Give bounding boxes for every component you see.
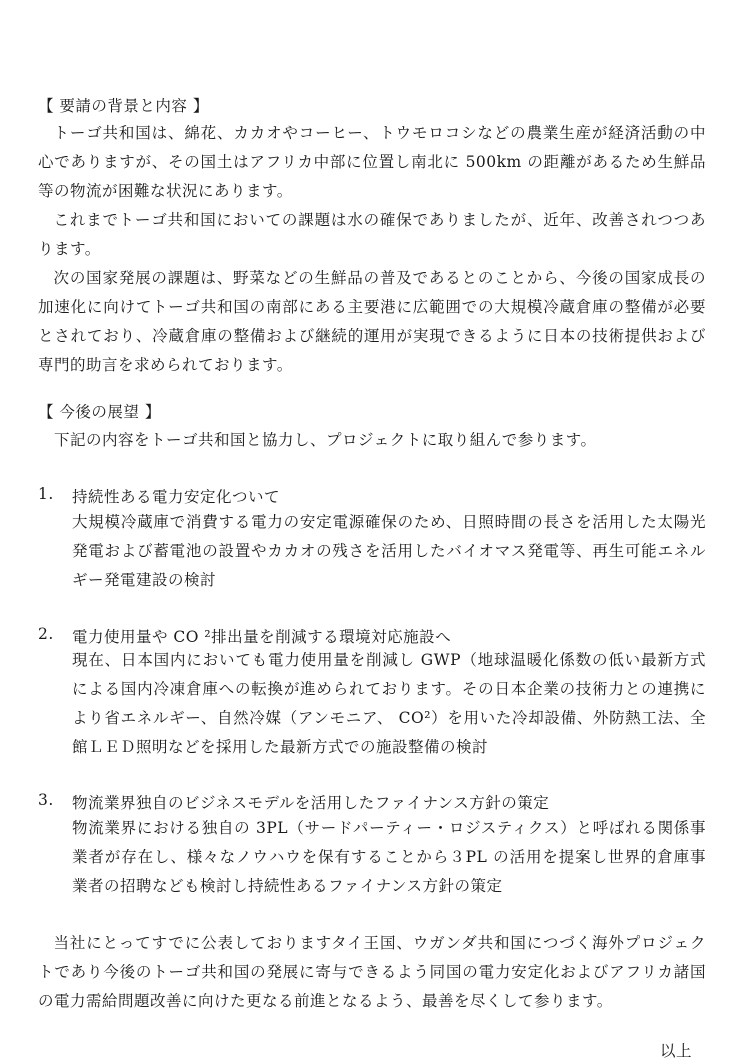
item-1-body: 大規模冷蔵庫で消費する電力の安定電源確保のため、日照時間の長さを活用した太陽光発電および蓄電池の設置やカカオの残さを活用したバイオマス発電等、再生可能エネルギー発電建設の検討 bbox=[72, 513, 706, 589]
item-3-number: 3. bbox=[38, 791, 54, 809]
closing-mark: 以上 bbox=[659, 1042, 692, 1060]
outlook-intro: 下記の内容をトーゴ共和国と協力し、プロジェクトに取り組んで参ります。 bbox=[54, 431, 597, 449]
background-paragraph-2: これまでトーゴ共和国においての課題は水の確保でありましたが、近年、改善されつつあります。 bbox=[38, 211, 706, 258]
item-1-title: 持続性ある電力安定化ついて bbox=[72, 488, 281, 506]
outlook-heading: 【 今後の展望 】 bbox=[38, 403, 161, 421]
background-heading: 【 要請の背景と内容 】 bbox=[38, 97, 209, 115]
item-2-title: 電力使用量や CO ²排出量を削減する環境対応施設へ bbox=[72, 628, 452, 646]
item-3-body: 物流業界における独自の 3PL（サードパーティー・ロジスティクス）と呼ばれる関係事業者が存在し、様々なノウハウを保有することから３PL の活用を提案し世界的倉庫事業者の招聘なども検討し持続性あるファイナンス方針の策定 bbox=[72, 819, 706, 895]
item-1-number: 1. bbox=[38, 485, 54, 503]
conclusion-paragraph: 当社にとってすでに公表しておりますタイ王国、ウガンダ共和国につづく海外プロジェクトであり今後のトーゴ共和国の発展に寄与できるよう同国の電力安定化およびアフリカ諸国の電力需給問題改善に向けた更なる前進となるよう、最善を尽くして参ります。 bbox=[38, 934, 706, 1010]
item-2-number: 2. bbox=[38, 625, 54, 643]
background-paragraph-1: トーゴ共和国は、綿花、カカオやコーヒー、トウモロコシなどの農業生産が経済活動の中心でありますが、その国土はアフリカ中部に位置し南北に 500km の距離があるため生鮮品等の物流が困難な状況にあります。 bbox=[38, 124, 706, 200]
background-paragraph-3: 次の国家発展の課題は、野菜などの生鮮品の普及であるとのことから、今後の国家成長の加速化に向けてトーゴ共和国の南部にある主要港に広範囲での大規模冷蔵倉庫の整備が必要とされており、冷蔵倉庫の整備および継続的運用が実現できるように日本の技術提供および専門的助言を求められております。 bbox=[38, 269, 706, 374]
item-2-body: 現在、日本国内においても電力使用量を削減し GWP（地球温暖化係数の低い最新方式による国内冷凍倉庫への転換が進められております。その日本企業の技術力との連携により省エネルギー、自然冷媒（アンモニア、 CO²）を用いた冷却設備、外防熱工法、全館ＬＥＤ照明などを採用した最新方式での施設整備の検討 bbox=[72, 651, 706, 756]
item-3-title: 物流業界独自のビジネスモデルを活用したファイナンス方針の策定 bbox=[72, 794, 550, 812]
